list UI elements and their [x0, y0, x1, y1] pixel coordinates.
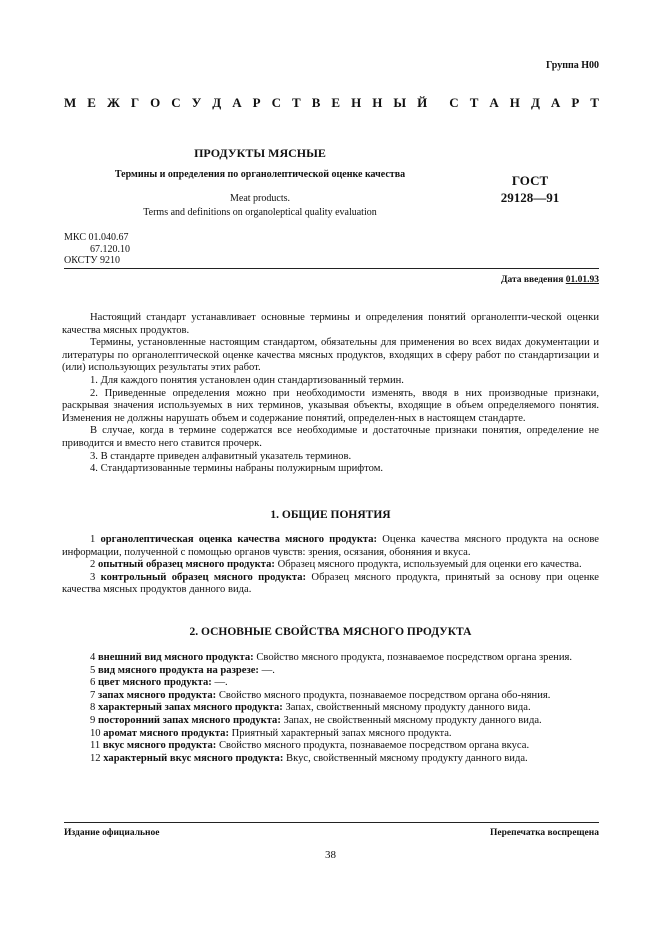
- term-name: аромат мясного продукта:: [103, 727, 229, 739]
- term-entry: [62, 715, 599, 728]
- standard-heading-letter: С: [449, 95, 459, 110]
- term-entry: [62, 559, 599, 572]
- term-name: внешний вид мясного продукта:: [97, 652, 254, 663]
- term-number: 3: [90, 571, 96, 583]
- term-name: характерный вкус мясного продукта:: [103, 752, 284, 764]
- standard-heading-letter: Д: [212, 95, 222, 110]
- term-definition: Свойство мясного продукта, познаваемое посредством органа вкуса.: [218, 740, 530, 752]
- term-entry: [62, 572, 599, 597]
- intro-paragraph: 4. Стандартизованные термины набраны полужирным шрифтом.: [90, 463, 384, 475]
- footer-divider: [64, 822, 599, 823]
- term-number: 11: [90, 740, 101, 752]
- term-number: 9: [90, 714, 96, 726]
- term-name: вид мясного продукта на разрезе:: [97, 664, 259, 676]
- standard-heading-letter: Ж: [106, 95, 120, 110]
- term-definition: —.: [214, 677, 228, 689]
- standard-heading-letter: У: [191, 95, 202, 110]
- header-divider: [64, 268, 599, 269]
- standard-heading-letter: Е: [87, 95, 96, 110]
- introduction-text: [62, 312, 599, 476]
- term-definition: Образец мясного продукта, принятый за основу при оценке качества мясных продуктов данного вида.: [62, 571, 599, 596]
- term-number: 5: [90, 664, 96, 676]
- introduction-date: [501, 275, 599, 285]
- standard-heading-letter: А: [550, 95, 561, 110]
- term-entry: [62, 534, 599, 559]
- term-definition: Оценка качества мясного продукта на основе информации, полученной с помощью органов чувств: зрения, осязания, обоняния и вкуса.: [62, 534, 599, 558]
- term-number: 4: [90, 652, 96, 663]
- term-number: 12: [90, 752, 101, 764]
- term-name: органолептическая оценка качества мясного продукта:: [100, 534, 378, 545]
- standard-heading-letter: Д: [530, 95, 540, 110]
- group-code: Группа Н00: [546, 60, 599, 71]
- classification-codes: [64, 232, 130, 267]
- document-title: ПРОДУКТЫ МЯСНЫЕ: [194, 146, 326, 160]
- term-number: 1: [90, 534, 96, 545]
- term-definition: Приятный характерный запах мясного продукта.: [231, 727, 452, 739]
- intro-paragraph: 3. В стандарте приведен алфавитный указатель терминов.: [90, 450, 352, 462]
- term-entry: [62, 728, 599, 741]
- standard-heading-letter: Т: [590, 95, 599, 110]
- section-heading-properties: 2. ОСНОВНЫЕ СВОЙСТВА МЯСНОГО ПРОДУКТА: [189, 626, 472, 638]
- standard-heading-letter: О: [150, 95, 161, 110]
- term-name: контрольный образец мясного продукта:: [100, 571, 307, 583]
- okstu-code: ОКСТУ 9210: [64, 255, 121, 266]
- intro-paragraph: В случае, когда в термине содержатся все необходимые и достаточные признаки понятия, определение не приводится и вместо него ставится прочерк.: [62, 425, 599, 449]
- document-subtitle: Термины и определения по органолептической оценке качества: [114, 169, 406, 180]
- term-entry: [62, 740, 599, 753]
- term-name: запах мясного продукта:: [97, 689, 217, 701]
- standard-heading-letter: Р: [252, 95, 261, 110]
- term-definition: —.: [261, 664, 275, 676]
- english-title-line-2: Terms and definitions on organoleptical quality evaluation: [143, 207, 377, 218]
- standard-heading-letter: Т: [469, 95, 479, 110]
- english-title-line-1: Meat products.: [230, 193, 290, 204]
- mks-code: МКС 01.040.67: [64, 232, 129, 243]
- standard-heading-letter: Р: [571, 95, 580, 110]
- term-entry: [62, 702, 599, 715]
- term-number: 2: [90, 559, 96, 571]
- gost-code: 29128—91: [500, 190, 560, 205]
- term-number: 7: [90, 689, 96, 701]
- term-definition: Вкус, свойственный мясному продукту данного вида.: [286, 752, 528, 764]
- interstate-standard-heading: [64, 95, 599, 111]
- reprint-prohibited-note: Перепечатка воспрещена: [489, 828, 599, 838]
- standard-heading-letter: А: [232, 95, 242, 110]
- intro-paragraph: Термины, установленные настоящим стандартом, обязательны для применения во всех видах документации и литературы по органолептической оценке качества мясных продуктов, входящих в сферу работ по стандартизации и (или) использующих результаты этих работ.: [62, 337, 599, 374]
- date-value: 01.01.93: [565, 275, 599, 285]
- official-edition-note: Издание официальное: [64, 828, 160, 838]
- section-heading-general: 1. ОБЩИЕ ПОНЯТИЯ: [270, 509, 391, 521]
- term-name: опытный образец мясного продукта:: [97, 559, 275, 571]
- standard-heading-letter: Е: [331, 95, 341, 110]
- standard-heading-letter: М: [64, 95, 77, 110]
- term-name: посторонний запах мясного продукта:: [97, 714, 281, 726]
- term-entry: [62, 753, 599, 766]
- standard-heading-letter: Н: [509, 95, 520, 110]
- term-definition: Свойство мясного продукта, познаваемое посредством органа обо-няния.: [218, 689, 551, 701]
- section-property-terms: [62, 652, 599, 765]
- standard-heading-letter: С: [171, 95, 181, 110]
- standard-heading-letter: Г: [130, 95, 140, 110]
- term-entry: [62, 690, 599, 703]
- gost-label: ГОСТ: [511, 173, 549, 188]
- term-definition: Запах, свойственный мясному продукту данного вида.: [285, 702, 531, 714]
- standard-heading-letter: Н: [372, 95, 383, 110]
- standard-heading-letter: В: [311, 95, 321, 110]
- standard-heading-letter: С: [271, 95, 281, 110]
- term-name: вкус мясного продукта:: [102, 740, 217, 752]
- term-definition: Свойство мясного продукта, познаваемое посредством органа зрения.: [256, 652, 573, 663]
- term-number: 10: [90, 727, 101, 739]
- term-number: 8: [90, 702, 96, 714]
- term-definition: Запах, не свойственный мясному продукту данного вида.: [283, 714, 542, 726]
- intro-paragraph: Настоящий стандарт устанавливает основные термины и определения понятий органолепти-ческой оценки качества мясных продуктов.: [62, 312, 599, 336]
- standard-heading-letter: Ы: [393, 95, 407, 110]
- intro-paragraph: 2. Приведенные определения можно при необходимости изменять, вводя в них производные признаки, раскрывая значения используемых в них терминов, указывая объекты, входящие в объем определяемого понятия. Изменения не должны нарушать объем и содержание понятий, определен-ных в настоящем стандарте.: [62, 387, 599, 424]
- term-name: цвет мясного продукта:: [97, 677, 212, 689]
- term-name: характерный запах мясного продукта:: [97, 702, 283, 714]
- standard-heading-letter: А: [489, 95, 499, 110]
- page-number: 38: [325, 849, 336, 861]
- term-entry: [62, 652, 599, 665]
- term-definition: Образец мясного продукта, используемый для оценки его качества.: [277, 559, 582, 571]
- term-number: 6: [90, 677, 96, 689]
- standard-heading-letter: Н: [351, 95, 362, 110]
- intro-paragraph: 1. Для каждого понятия установлен один стандартизованный термин.: [90, 374, 404, 386]
- standard-heading-letter: Й: [417, 95, 428, 110]
- section-general-terms: [62, 534, 599, 597]
- date-label: Дата введения: [500, 275, 564, 285]
- mks-code-2: 67.120.10: [90, 243, 130, 255]
- gost-number: [470, 172, 590, 206]
- standard-heading-letter: Т: [292, 95, 301, 110]
- term-entry: [62, 677, 599, 690]
- term-entry: [62, 665, 599, 678]
